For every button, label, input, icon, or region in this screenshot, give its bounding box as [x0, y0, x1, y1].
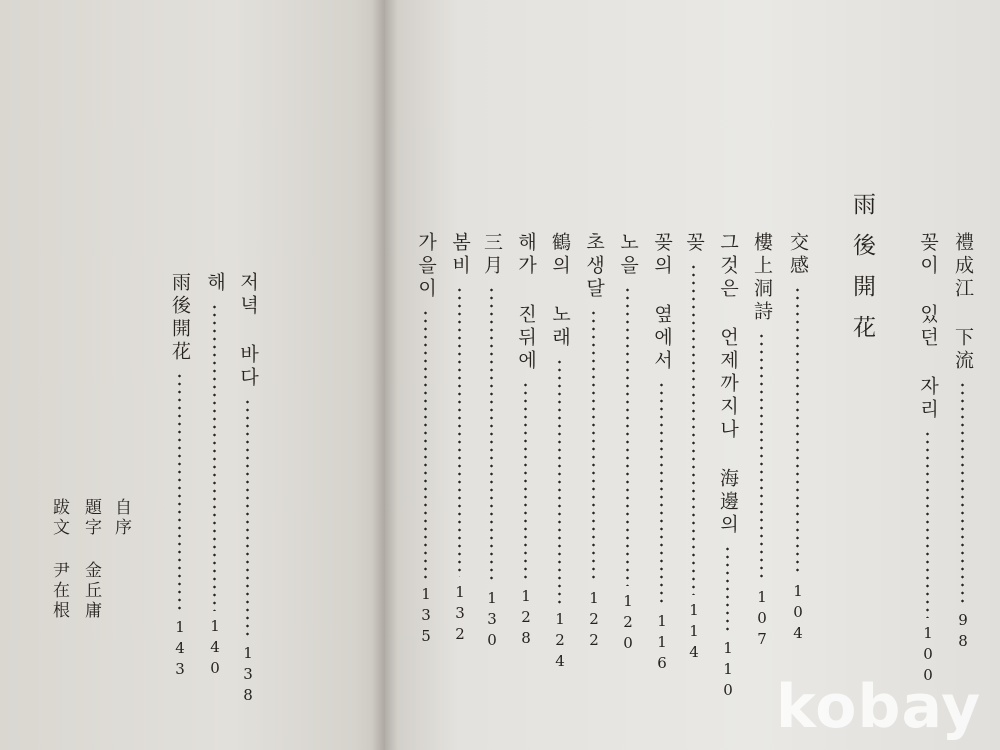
toc-entry-title: 노을 [617, 232, 639, 278]
toc-entry [482, 232, 501, 652]
leader-dots [178, 372, 181, 612]
toc-page-number: 114 [685, 601, 703, 664]
leader-dots [961, 381, 964, 605]
toc-page-number: 110 [719, 639, 737, 702]
leader-dots [524, 381, 527, 581]
leader-dots [490, 286, 493, 583]
toc-page-number: 130 [483, 589, 501, 652]
toc-entry-title: 그것은 언제까지나 海邊의 [717, 232, 739, 537]
toc-entry [684, 232, 703, 664]
toc-entry-title: 꽂이 있던 자리 [917, 232, 939, 422]
toc-page-number: 100 [919, 624, 937, 687]
toc-entry-title: 가을이 [415, 232, 437, 301]
toc-page-number: 104 [789, 582, 807, 645]
leader-dots [458, 286, 461, 577]
leader-dots [558, 358, 561, 604]
leader-dots [592, 309, 595, 583]
toc-entry [584, 232, 603, 652]
toc-entry-title: 꽂 [683, 232, 705, 255]
toc-entry [953, 232, 972, 653]
back-matter-calligraphy: 題字 金丘庸 [81, 498, 101, 621]
toc-page-number: 128 [517, 587, 535, 650]
back-matter-afterword: 跋文 尹在根 [49, 498, 69, 621]
toc-entry-title: 저녁 바다 [237, 272, 259, 390]
leader-dots [926, 430, 929, 618]
toc-entry [450, 232, 469, 646]
toc-entry [618, 232, 637, 655]
toc-entry [205, 272, 224, 680]
toc-page-number: 138 [239, 644, 257, 707]
toc-page-number: 143 [171, 618, 189, 681]
toc-entry-title: 樓上洞詩 [751, 232, 773, 324]
toc-page-number: 132 [451, 583, 469, 646]
toc-entry-title: 雨後開花 [169, 272, 191, 364]
leader-dots [213, 303, 216, 611]
toc-page-number: 107 [753, 588, 771, 651]
toc-page-number: 135 [417, 585, 435, 648]
toc-entry [238, 272, 257, 707]
toc-page-number: 124 [551, 610, 569, 673]
toc-entry-title: 해 [204, 272, 226, 295]
toc-entry [550, 232, 569, 673]
leader-dots [424, 309, 427, 579]
leader-dots [692, 263, 695, 595]
toc-entry [652, 232, 671, 675]
toc-entry-title: 해가 진뒤에 [515, 232, 537, 373]
toc-page-number: 122 [585, 589, 603, 652]
toc-page-number: 98 [954, 611, 972, 653]
toc-entry-title: 禮成江 下流 [952, 232, 974, 373]
toc-entry-title: 꽂의 옆에서 [651, 232, 673, 373]
toc-entry [918, 232, 937, 687]
leader-dots [660, 381, 663, 606]
leader-dots [796, 286, 799, 576]
toc-entry-title: 三月 [481, 232, 503, 278]
section-title: 雨後開花 [849, 192, 875, 356]
leader-dots [246, 398, 249, 638]
toc-page-number: 116 [653, 612, 671, 675]
leader-dots [626, 286, 629, 586]
toc-entry [516, 232, 535, 650]
toc-entry [416, 232, 435, 648]
watermark-logo: kobay [776, 672, 982, 742]
toc-entry-title: 交感 [787, 232, 809, 278]
toc-entry [170, 272, 189, 681]
leader-dots [760, 332, 763, 582]
toc-page-number: 140 [206, 617, 224, 680]
toc-entry [718, 232, 737, 702]
toc-entry-title: 봄비 [449, 232, 471, 278]
toc-entry [788, 232, 807, 645]
toc-entry [752, 232, 771, 651]
left-page [0, 0, 385, 750]
back-matter-preface: 自序 [111, 498, 131, 538]
toc-entry-title: 초생달 [583, 232, 605, 301]
toc-page-number: 120 [619, 592, 637, 655]
toc-entry-title: 鶴의 노래 [549, 232, 571, 350]
leader-dots [726, 545, 729, 633]
book-gutter [372, 0, 398, 750]
